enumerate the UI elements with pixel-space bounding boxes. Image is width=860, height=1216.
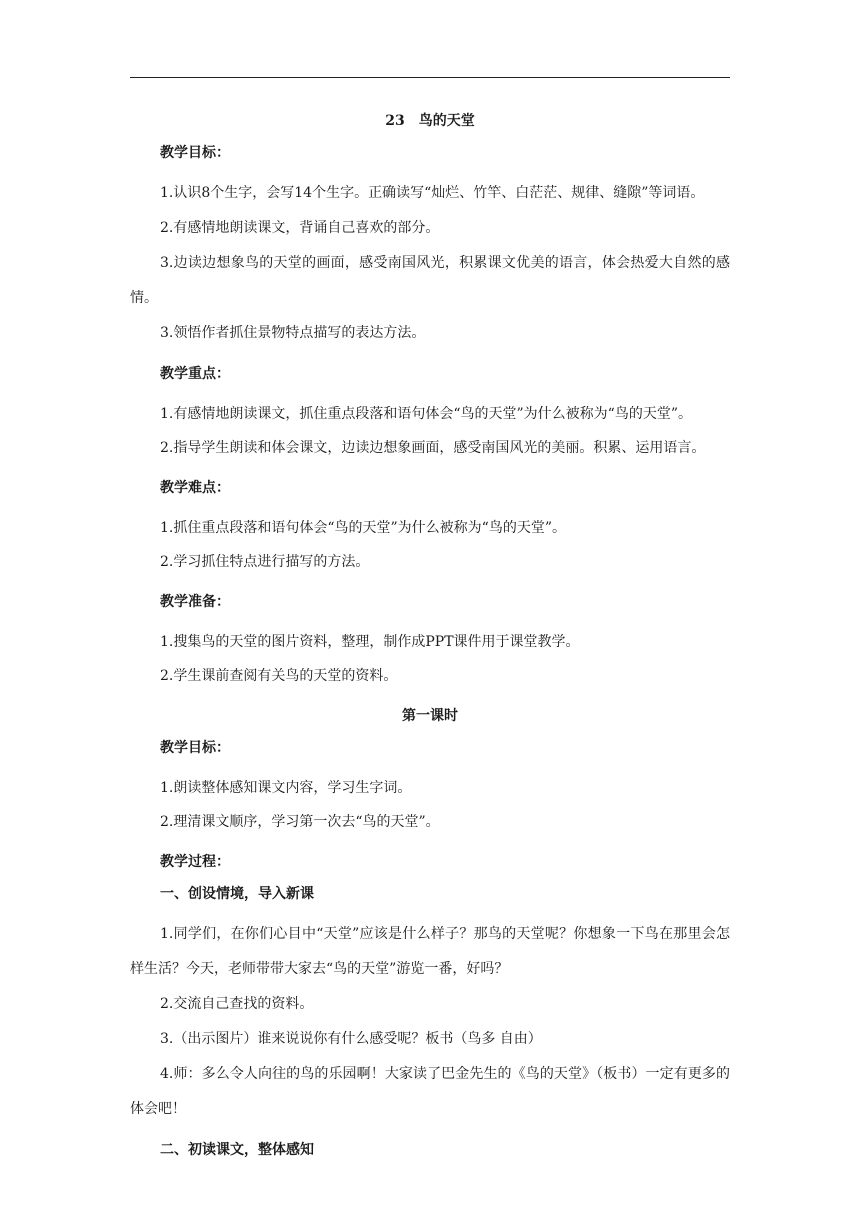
section-heading-prep: 教学准备：	[160, 594, 230, 610]
lesson-heading: 第一课时	[402, 708, 458, 724]
paragraph: 3.边读边想象鸟的天堂的画面，感受南国风光，积累课文优美的语言，体会热爱大自然的感情。	[130, 255, 730, 306]
paragraph: 1.有感情地朗读课文，抓住重点段落和语句体会“鸟的天堂”为什么被称为“鸟的天堂”。	[160, 406, 692, 422]
section-heading-goals-2: 教学目标：	[160, 740, 230, 756]
paragraph: 2.学习抓住特点进行描写的方法。	[160, 554, 370, 570]
paragraph: 2.交流自己查找的资料。	[160, 996, 314, 1012]
paragraph: 3.领悟作者抓住景物特点描写的表达方法。	[160, 325, 426, 341]
section-heading-process: 教学过程：	[160, 854, 230, 870]
paragraph: 2.学生课前查阅有关鸟的天堂的资料。	[160, 668, 398, 684]
paragraph: 3.（出示图片）谁来说说你有什么感受呢？板书（鸟多 自由）	[160, 1031, 542, 1047]
paragraph: 1.搜集鸟的天堂的图片资料，整理，制作成PPT课件用于课堂教学。	[160, 634, 580, 650]
section-heading-key: 教学重点：	[160, 366, 230, 382]
paragraph: 4.师：多么令人向往的鸟的乐园啊！大家读了巴金先生的《鸟的天堂》（板书）一定有更多的体会吧！	[130, 1066, 730, 1117]
paragraph: 1.认识8个生字，会写14个生字。正确读写“灿烂、竹竿、白茫茫、规律、缝隙”等词语。	[160, 185, 705, 201]
header-rule	[130, 77, 730, 78]
document-page	[130, 84, 730, 1173]
paragraph: 1.同学们，在你们心目中“天堂”应该是什么样子？那鸟的天堂呢？你想象一下鸟在那里会怎样生活？今天，老师带带大家去“鸟的天堂”游览一番，好吗？	[130, 926, 730, 977]
page-title: 23 鸟的天堂	[385, 113, 475, 129]
paragraph: 1.朗读整体感知课文内容，学习生字词。	[160, 780, 412, 796]
paragraph: 2.有感情地朗读课文，背诵自己喜欢的部分。	[160, 220, 440, 236]
step-heading-2: 二、初读课文，整体感知	[160, 1142, 314, 1158]
step-heading-1: 一、创设情境，导入新课	[160, 886, 314, 902]
section-heading-difficulty: 教学难点：	[160, 480, 230, 496]
paragraph: 2.理清课文顺序，学习第一次去“鸟的天堂”。	[160, 814, 440, 830]
paragraph: 2.指导学生朗读和体会课文，边读边想象画面，感受南国风光的美丽。积累、运用语言。	[160, 440, 706, 456]
section-heading-goals: 教学目标：	[160, 145, 230, 161]
paragraph: 1.抓住重点段落和语句体会“鸟的天堂”为什么被称为“鸟的天堂”。	[160, 520, 566, 536]
